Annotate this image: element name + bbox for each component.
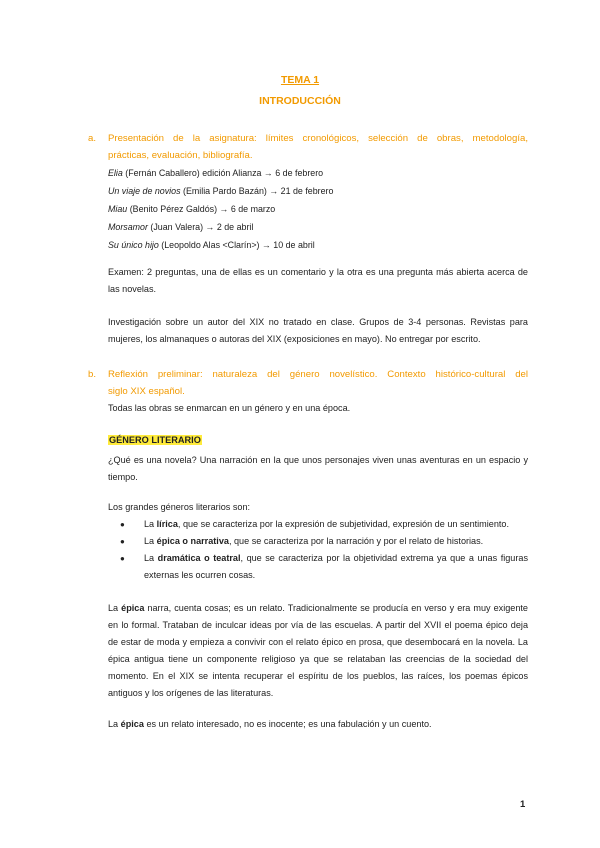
- bullet-icon: ●: [120, 537, 125, 546]
- exam-line-1: Examen: 2 preguntas, una de ellas es un comentario y la otra es una pregunta más abierta acerca de: [108, 267, 528, 277]
- research-line-1: Investigación sobre un autor del XIX no tratado en clase. Grupos de 3-4 personas. Revistas para: [108, 317, 528, 327]
- section-b-body: [108, 400, 528, 417]
- book-details: (Fernán Caballero) edición Alianza → 6 de febrero: [122, 168, 324, 178]
- book-title: Miau: [108, 204, 128, 214]
- section-a-line-1: Presentación de la asignatura: límites cronológicos, selección de obras, metodología,: [108, 133, 528, 144]
- genre-description: , que se caracteriza por la narración y por el relato de historias.: [228, 536, 484, 546]
- book-details: (Juan Valera) → 2 de abril: [147, 222, 254, 232]
- genre-prefix: La: [144, 519, 157, 529]
- book-item: [108, 200, 333, 218]
- list-item: [108, 516, 528, 533]
- epic-term: épica: [121, 603, 145, 613]
- novel-question-line-2: tiempo.: [108, 472, 138, 482]
- genre-description: , que se caracteriza por la expresión de subjetividad, expresión de un sentimiento.: [177, 519, 509, 529]
- section-b-heading: [90, 366, 528, 400]
- section-a-letter: a.: [88, 133, 97, 144]
- research-line-2: mujeres, los almanaques o autoras del XIX (exposiciones en mayo). No entregar por escrito.: [108, 334, 481, 344]
- book-details: (Leopoldo Alas <Clarín>) → 10 de abril: [158, 240, 315, 250]
- epic-paragraph: [108, 600, 528, 702]
- section-b-body-text: Todas las obras se enmarcan en un género y en una época.: [108, 403, 351, 413]
- novel-question-line-1: ¿Qué es una novela? Una narración en la que unos personajes viven unas aventuras en un espacio y: [108, 455, 528, 465]
- book-list: [108, 164, 333, 254]
- book-item: [108, 164, 333, 182]
- epic-prefix: La: [108, 603, 122, 613]
- section-a-line-2: prácticas, evaluación, bibliografía.: [108, 150, 253, 161]
- epic-text: narra, cuenta cosas; es un relato. Tradicionalmente se producía en verso y era muy exigente: [144, 603, 528, 613]
- genre-description: , que se caracteriza por la objetividad extrema ya que a unas figuras: [240, 553, 528, 563]
- list-item: [108, 533, 528, 550]
- book-title: Su único hijo: [108, 240, 159, 250]
- epic-final-paragraph: [108, 716, 528, 733]
- epic-line-6: antiguos y los orígenes de las literaturas.: [108, 688, 274, 698]
- novel-question-paragraph: [108, 452, 528, 486]
- epic-line-5: momento. En el XIX se intenta recuperar el espíritu de los pueblos, las raíces, los poemas épicos: [108, 671, 528, 681]
- epic-line-4: épica antigua tiene un componente religioso ya que se relataban las creencias de la sociedad del: [108, 654, 528, 664]
- genre-name: épica o narrativa: [156, 536, 229, 546]
- genre-heading: GÉNERO LITERARIO: [109, 435, 201, 445]
- genre-description-continued: externas les ocurren cosas.: [144, 570, 256, 580]
- document-title: TEMA 1: [280, 74, 320, 86]
- book-title: Elia: [108, 168, 123, 178]
- bullet-icon: ●: [120, 520, 125, 529]
- section-b-letter: b.: [88, 369, 97, 380]
- book-item: [108, 236, 333, 254]
- epic-line-3: de estar de moda y empieza a convivir con el relato épico en prosa, que desembocará en la novela. La: [108, 637, 528, 647]
- exam-paragraph: [108, 264, 528, 298]
- page-number: 1: [520, 799, 526, 810]
- book-title: Morsamor: [108, 222, 148, 232]
- genre-name: lírica: [156, 519, 178, 529]
- book-item: [108, 218, 333, 236]
- book-title: Un viaje de novios: [108, 186, 181, 196]
- research-paragraph: [108, 314, 528, 348]
- genre-prefix: La: [144, 553, 158, 563]
- section-b-line-1: Reflexión preliminar: naturaleza del género novelístico. Contexto histórico-cultural del: [108, 369, 528, 380]
- genres-intro: [108, 499, 528, 516]
- book-item: [108, 182, 333, 200]
- epic-final-term: épica: [120, 719, 144, 729]
- epic-line-2: en lo formal. Trataban de inculcar ideas por vía de las escuelas. A partir del XVII el poema épico deja: [108, 620, 528, 630]
- epic-final-line: [108, 716, 528, 733]
- exam-line-2: las novelas.: [108, 284, 157, 294]
- genres-intro-text: Los grandes géneros literarios son:: [108, 502, 251, 512]
- section-a-heading: [90, 130, 528, 164]
- section-b-line-2: siglo XIX español.: [108, 386, 185, 397]
- genre-list: [108, 516, 528, 584]
- epic-final-prefix: La: [108, 719, 121, 729]
- book-details: (Emilia Pardo Bazán) → 21 de febrero: [180, 186, 334, 196]
- epic-line-1: [108, 600, 528, 617]
- genre-name: dramática o teatral: [157, 553, 241, 563]
- document-subtitle: INTRODUCCIÓN: [259, 95, 341, 107]
- bullet-icon: ●: [120, 554, 125, 563]
- epic-final-text: es un relato interesado, no es inocente; es una fabulación y un cuento.: [143, 719, 432, 729]
- genre-prefix: La: [144, 536, 157, 546]
- list-item: [108, 550, 528, 584]
- genre-line: [144, 550, 528, 567]
- book-details: (Benito Pérez Galdós) → 6 de marzo: [127, 204, 276, 214]
